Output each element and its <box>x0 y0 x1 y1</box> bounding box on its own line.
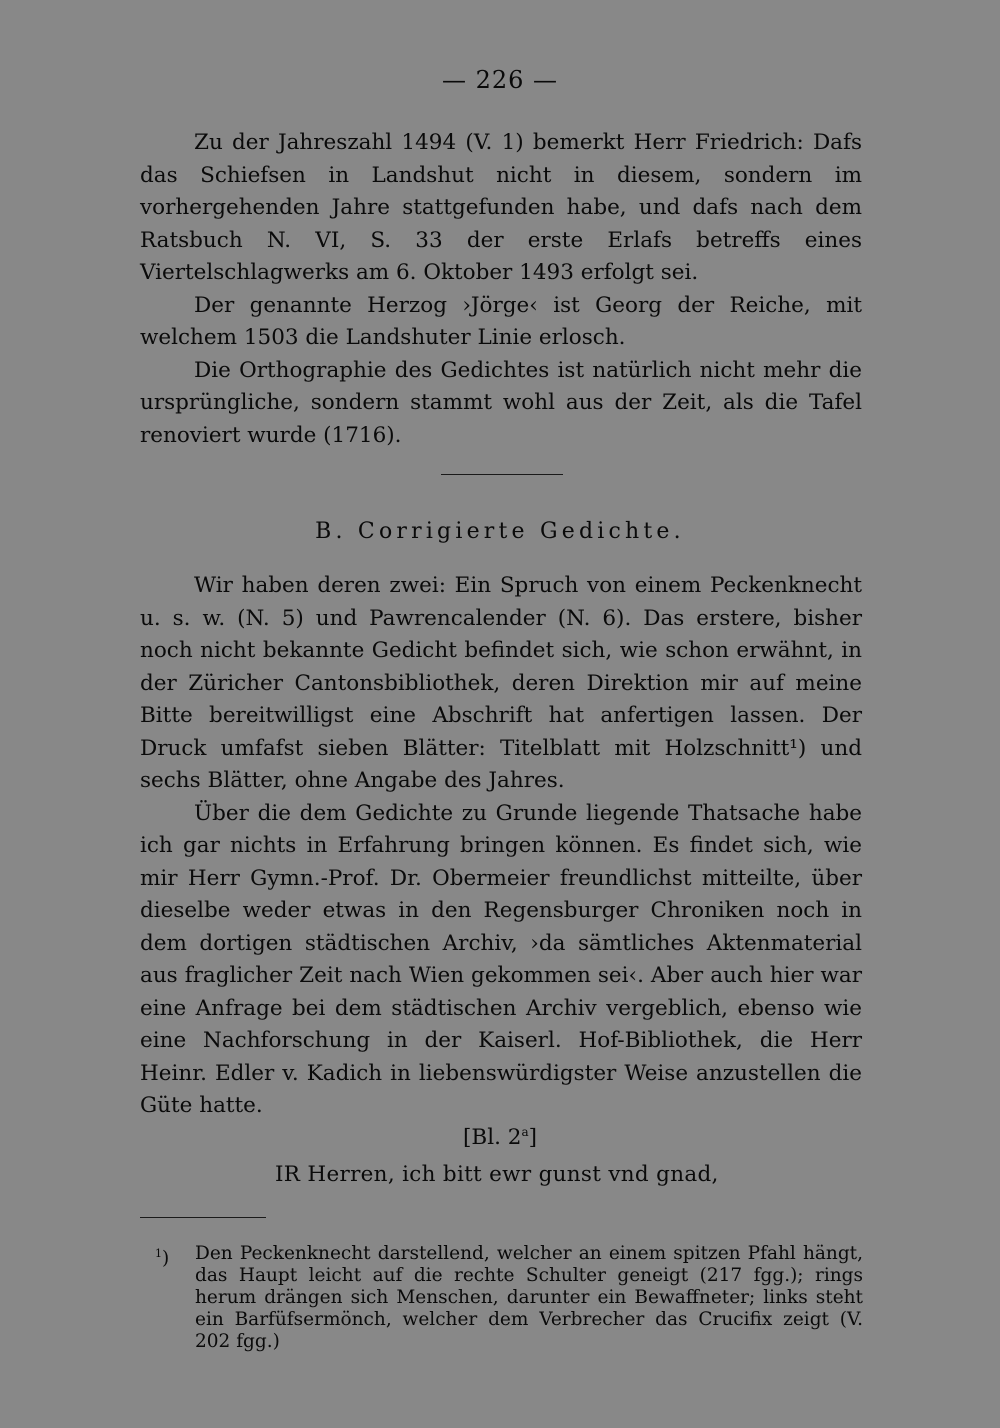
footnote-number: 1 <box>155 1247 162 1260</box>
page-number: — 226 — <box>441 66 559 94</box>
leaf-reference <box>0 1125 1000 1150</box>
footnote <box>155 1243 863 1353</box>
leaf-reference-close: ] <box>528 1125 537 1151</box>
leaf-reference-sup: a <box>521 1125 529 1139</box>
paragraph: Die Orthographie des Gedichtes ist natürlich nicht mehr die ursprüngliche, sondern stammt wohl aus der Zeit, als die Tafel renoviert wurde (1716). <box>140 357 862 448</box>
paragraph: Der genannte Herzog ›Jörge‹ ist Georg der Reiche, mit welchem 1503 die Landshuter Linie erlosch. <box>140 292 862 350</box>
verse-line: IR Herren, ich bitt ewr gunst vnd gnad, <box>275 1162 719 1187</box>
footnote-divider <box>140 1217 266 1218</box>
paragraph: Über die dem Gedichte zu Grunde liegende Thatsache habe ich gar nichts in Erfahrung bringen können. Es findet sich, wie mir Herr Gymn.-Prof. Dr. Obermeier freundlichst mitteilte, über dieselbe weder etwas in den Regensburger Chroniken noch in dem dortigen städtischen Archiv, ›da sämtliches Aktenmaterial aus fraglicher Zeit nach Wien gekommen sei‹. Aber auch hier war eine Anfrage bei dem städtischen Archiv vergeblich, ebenso wie eine Nachforschung in der Kaiserl. Hof-Bibliothek, die Herr Heinr. Edler v. Kadich in liebenswürdigster Weise anzustellen die Güte hatte. <box>140 800 862 1118</box>
text-block-upper <box>140 127 862 452</box>
leaf-reference-main: [Bl. 2 <box>463 1125 522 1151</box>
footnote-paren: ) <box>162 1248 170 1270</box>
text-block-lower <box>140 570 862 1123</box>
section-heading: B. Corrigierte Gedichte. <box>315 519 685 544</box>
footnote-text: Den Peckenknecht darstellend, welcher an einem spitzen Pfahl hängt, das Haupt leicht auf die rechte Schulter geneigt (217 fgg.); rings herum drängen sich Menschen, darunter ein Bewaffneter; links steht ein Barfüfsermönch, welcher dem Verbrecher das Crucifix zeigt (V. 202 fgg.) <box>195 1243 863 1352</box>
paragraph: Wir haben deren zwei: Ein Spruch von einem Peckenknecht u. s. w. (N. 5) und Pawrencalender (N. 6). Das erstere, bisher noch nicht bekannte Gedicht befindet sich, wie schon erwähnt, in der Züricher Cantonsbibliothek, deren Direktion mir auf meine Bitte bereitwilligst eine Abschrift hat anfertigen lassen. Der Druck umfafst sieben Blätter: Titelblatt mit Holzschnitt¹) und sechs Blätter, ohne Angabe des Jahres. <box>140 573 862 793</box>
section-divider <box>441 474 563 475</box>
footnote-mark <box>155 1243 169 1270</box>
paragraph: Zu der Jahreszahl 1494 (V. 1) bemerkt Herr Friedrich: Dafs das Schiefsen in Landshut nicht in diesem, sondern im vorhergehenden Jahre stattgefunden habe, und dafs nach dem Ratsbuch N. VI, S. 33 der erste Erlafs betreffs eines Viertelschlagwerks am 6. Oktober 1493 erfolgt sei. <box>140 130 862 285</box>
